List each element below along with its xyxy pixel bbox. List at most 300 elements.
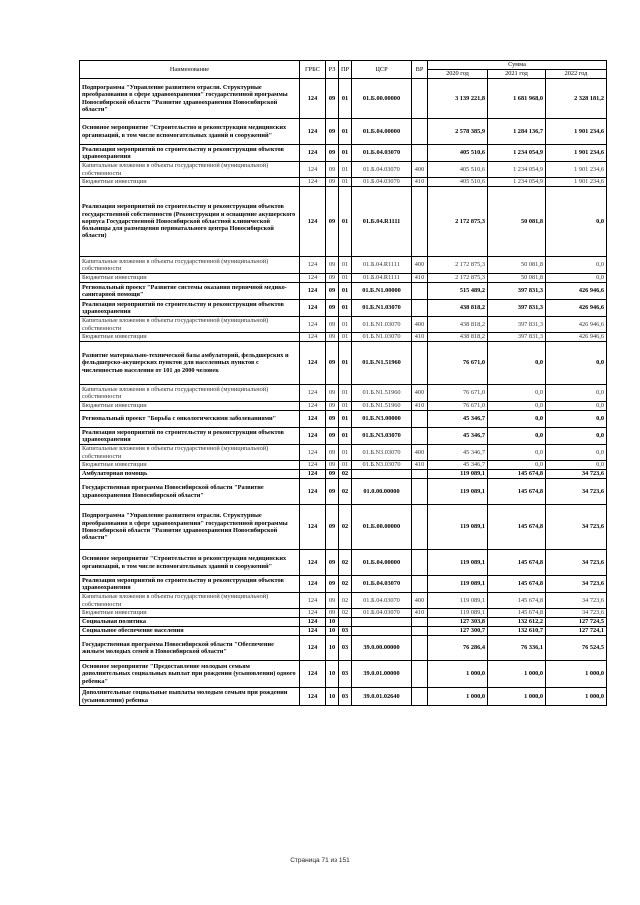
table-row (80, 119, 607, 145)
cell-rz: 09 (326, 470, 339, 479)
cell-rz: 09 (326, 411, 339, 428)
cell-vr: 400 (412, 257, 428, 274)
cell-rz: 09 (326, 79, 339, 119)
cell-name: Государственная программа Новосибирской области "Развитие здравоохранения Новосибирской области" (80, 479, 300, 505)
table-row (80, 333, 607, 342)
cell-rz: 09 (326, 609, 339, 618)
cell-2022: 34 723,6 (546, 479, 607, 505)
cell-grbs: 124 (300, 627, 326, 636)
cell-csr: 01.0.00.00000 (352, 479, 412, 505)
cell-grbs: 124 (300, 187, 326, 257)
cell-vr (412, 283, 428, 300)
cell-rz: 09 (326, 317, 339, 333)
cell-pr: 03 (339, 636, 352, 661)
cell-rz: 09 (326, 162, 339, 178)
cell-rz: 10 (326, 688, 339, 706)
cell-csr (352, 470, 412, 479)
cell-2021: 145 674,8 (488, 479, 546, 505)
cell-pr: 02 (339, 505, 352, 550)
cell-grbs: 124 (300, 461, 326, 470)
cell-2022: 426 946,6 (546, 317, 607, 333)
cell-rz: 09 (326, 187, 339, 257)
cell-pr: 01 (339, 333, 352, 342)
cell-vr: 410 (412, 274, 428, 283)
cell-grbs: 124 (300, 688, 326, 706)
cell-name: Социальное обеспечение населения (80, 627, 300, 636)
cell-grbs: 124 (300, 470, 326, 479)
cell-2021: 132 610,7 (488, 627, 546, 636)
cell-grbs: 124 (300, 257, 326, 274)
cell-pr: 01 (339, 79, 352, 119)
cell-2020: 76 286,4 (428, 636, 488, 661)
cell-grbs: 124 (300, 550, 326, 576)
cell-2021: 50 081,8 (488, 274, 546, 283)
header-sum: Сумма (428, 61, 607, 70)
cell-2021: 145 674,8 (488, 576, 546, 593)
cell-pr: 02 (339, 609, 352, 618)
cell-rz: 09 (326, 550, 339, 576)
cell-name: Подпрограмма "Управление развитием отрасли. Структурные преобразования в сфере здравоохранения" государственной программы Новосибирской области "Развитие здравоохранения Новосибирской области" (80, 79, 300, 119)
cell-vr (412, 119, 428, 145)
cell-rz: 10 (326, 636, 339, 661)
cell-2022: 0,0 (546, 402, 607, 411)
cell-grbs: 124 (300, 119, 326, 145)
cell-csr (352, 618, 412, 627)
table-row (80, 636, 607, 661)
cell-2021: 145 674,8 (488, 609, 546, 618)
cell-2021: 397 831,3 (488, 317, 546, 333)
cell-2021: 1 681 968,0 (488, 79, 546, 119)
table-row (80, 688, 607, 706)
cell-grbs: 124 (300, 300, 326, 317)
cell-grbs: 124 (300, 333, 326, 342)
cell-pr: 01 (339, 283, 352, 300)
cell-rz: 10 (326, 627, 339, 636)
cell-rz: 09 (326, 385, 339, 402)
table-row (80, 145, 607, 162)
cell-vr (412, 187, 428, 257)
cell-2021: 1 234 054,9 (488, 162, 546, 178)
cell-pr: 02 (339, 479, 352, 505)
cell-csr: 01.Б.N3.00000 (352, 411, 412, 428)
cell-rz: 10 (326, 618, 339, 627)
cell-2022: 426 946,6 (546, 283, 607, 300)
table-row (80, 385, 607, 402)
table-row (80, 300, 607, 317)
cell-rz: 09 (326, 402, 339, 411)
cell-2021: 397 831,3 (488, 283, 546, 300)
cell-rz: 09 (326, 274, 339, 283)
cell-2020: 119 089,1 (428, 505, 488, 550)
cell-vr (412, 576, 428, 593)
cell-2021: 76 336,1 (488, 636, 546, 661)
cell-name: Капитальные вложения в объекты государственной (муниципальной) собственности (80, 445, 300, 461)
cell-csr: 01.Б.04.R1111 (352, 257, 412, 274)
cell-csr: 01.Б.00.00000 (352, 505, 412, 550)
table-row (80, 445, 607, 461)
cell-grbs: 124 (300, 609, 326, 618)
table-row (80, 479, 607, 505)
cell-csr: 01.Б.00.00000 (352, 79, 412, 119)
cell-csr: 39.0.01.02640 (352, 688, 412, 706)
cell-rz: 09 (326, 119, 339, 145)
cell-pr: 01 (339, 402, 352, 411)
cell-2020: 76 671,0 (428, 385, 488, 402)
table-row (80, 178, 607, 187)
cell-2020: 119 089,1 (428, 479, 488, 505)
header-rz: РЗ (326, 61, 339, 79)
cell-csr: 01.Б.N3.03070 (352, 428, 412, 445)
cell-name: Реализация мероприятий по строительству и реконструкции объектов здравоохранения (80, 576, 300, 593)
cell-grbs: 124 (300, 445, 326, 461)
table-row (80, 257, 607, 274)
table-row (80, 317, 607, 333)
cell-2021: 397 831,3 (488, 333, 546, 342)
cell-csr: 01.Б.04.03070 (352, 145, 412, 162)
cell-name: Бюджетные инвестиции (80, 461, 300, 470)
cell-grbs: 124 (300, 162, 326, 178)
cell-csr: 01.Б.N3.03070 (352, 461, 412, 470)
cell-2022: 0,0 (546, 445, 607, 461)
cell-csr: 01.Б.04.03070 (352, 178, 412, 187)
cell-csr: 01.Б.N1.03070 (352, 317, 412, 333)
table-row (80, 411, 607, 428)
cell-2020: 405 510,6 (428, 145, 488, 162)
cell-name: Бюджетные инвестиции (80, 402, 300, 411)
cell-2021: 145 674,8 (488, 470, 546, 479)
cell-vr (412, 411, 428, 428)
cell-rz: 09 (326, 445, 339, 461)
cell-csr: 01.Б.N1.03070 (352, 300, 412, 317)
cell-csr: 01.Б.N1.51960 (352, 385, 412, 402)
cell-2022: 1 901 234,6 (546, 178, 607, 187)
cell-2021: 0,0 (488, 445, 546, 461)
cell-csr: 01.Б.N1.03070 (352, 333, 412, 342)
cell-csr (352, 627, 412, 636)
cell-2021: 145 674,8 (488, 550, 546, 576)
cell-name: Бюджетные инвестиции (80, 609, 300, 618)
table-body (80, 79, 607, 706)
header-vr: ВР (412, 61, 428, 79)
cell-grbs: 124 (300, 402, 326, 411)
cell-grbs: 124 (300, 593, 326, 609)
cell-pr (339, 618, 352, 627)
cell-grbs: 124 (300, 342, 326, 385)
cell-2021: 50 081,8 (488, 187, 546, 257)
cell-rz: 09 (326, 342, 339, 385)
table-row (80, 627, 607, 636)
cell-name: Социальная политика (80, 618, 300, 627)
cell-2021: 1 284 136,7 (488, 119, 546, 145)
cell-pr: 01 (339, 257, 352, 274)
cell-pr: 01 (339, 385, 352, 402)
cell-grbs: 124 (300, 385, 326, 402)
cell-pr: 03 (339, 661, 352, 688)
cell-2021: 145 674,8 (488, 593, 546, 609)
budget-table (79, 60, 607, 706)
cell-csr: 01.Б.N1.00000 (352, 283, 412, 300)
cell-2021: 0,0 (488, 411, 546, 428)
cell-2022: 0,0 (546, 428, 607, 445)
cell-vr (412, 145, 428, 162)
cell-grbs: 124 (300, 79, 326, 119)
cell-grbs: 124 (300, 411, 326, 428)
cell-name: Основное мероприятие "Строительство и реконструкция медицинских организаций, в том числе вспомогательных зданий и сооружений" (80, 550, 300, 576)
cell-grbs: 124 (300, 576, 326, 593)
cell-vr (412, 661, 428, 688)
cell-vr: 410 (412, 402, 428, 411)
cell-pr: 01 (339, 317, 352, 333)
cell-2021: 397 831,3 (488, 300, 546, 317)
cell-2021: 1 234 054,9 (488, 178, 546, 187)
cell-rz: 09 (326, 428, 339, 445)
cell-2020: 405 510,6 (428, 178, 488, 187)
cell-2021: 145 674,8 (488, 505, 546, 550)
cell-rz: 09 (326, 461, 339, 470)
cell-pr: 02 (339, 470, 352, 479)
cell-2020: 45 346,7 (428, 445, 488, 461)
cell-rz: 09 (326, 576, 339, 593)
cell-grbs: 124 (300, 479, 326, 505)
cell-name: Бюджетные инвестиции (80, 178, 300, 187)
cell-pr: 01 (339, 145, 352, 162)
cell-2021: 0,0 (488, 385, 546, 402)
cell-pr: 01 (339, 342, 352, 385)
cell-2021: 1 000,0 (488, 661, 546, 688)
budget-table-sheet (79, 60, 606, 706)
cell-name: Основное мероприятие "Предоставление молодым семьям дополнительных социальных выплат при рождении (усыновлении) одного ребенка" (80, 661, 300, 688)
table-row (80, 79, 607, 119)
cell-grbs: 124 (300, 274, 326, 283)
cell-name: Капитальные вложения в объекты государственной (муниципальной) собственности (80, 317, 300, 333)
cell-2020: 119 089,1 (428, 593, 488, 609)
cell-pr: 01 (339, 461, 352, 470)
cell-name: Реализация мероприятий по строительству и реконструкции объектов здравоохранения (80, 300, 300, 317)
cell-2020: 45 346,7 (428, 428, 488, 445)
cell-2021: 1 000,0 (488, 688, 546, 706)
cell-rz: 09 (326, 283, 339, 300)
cell-2020: 2 172 875,3 (428, 187, 488, 257)
cell-2022: 2 328 181,2 (546, 79, 607, 119)
cell-name: Основное мероприятие "Строительство и реконструкция медицинских организаций, в том числе вспомогательных зданий и сооружений" (80, 119, 300, 145)
header-year-2020: 2020 год (428, 70, 488, 79)
cell-pr: 01 (339, 428, 352, 445)
cell-csr: 01.Б.N1.51960 (352, 402, 412, 411)
cell-2021: 0,0 (488, 461, 546, 470)
table-row (80, 187, 607, 257)
cell-name: Региональный проект "Борьба с онкологическими заболеваниями" (80, 411, 300, 428)
table-row (80, 576, 607, 593)
cell-vr: 410 (412, 461, 428, 470)
cell-2022: 34 723,6 (546, 470, 607, 479)
cell-csr: 01.Б.04.03070 (352, 593, 412, 609)
cell-2022: 426 946,6 (546, 333, 607, 342)
header-name: Наименование (80, 61, 300, 79)
table-row (80, 342, 607, 385)
cell-2022: 0,0 (546, 461, 607, 470)
cell-name: Бюджетные инвестиции (80, 333, 300, 342)
cell-2020: 405 510,6 (428, 162, 488, 178)
cell-2021: 132 612,2 (488, 618, 546, 627)
cell-pr: 01 (339, 178, 352, 187)
cell-2020: 1 000,0 (428, 688, 488, 706)
cell-vr (412, 342, 428, 385)
cell-2020: 45 346,7 (428, 461, 488, 470)
cell-2022: 127 724,5 (546, 618, 607, 627)
cell-grbs: 124 (300, 428, 326, 445)
cell-2020: 1 000,0 (428, 661, 488, 688)
cell-pr: 01 (339, 162, 352, 178)
cell-name: Реализация мероприятий по строительству и реконструкции объектов здравоохранения (80, 428, 300, 445)
table-row (80, 505, 607, 550)
cell-2020: 3 139 221,8 (428, 79, 488, 119)
cell-grbs: 124 (300, 636, 326, 661)
cell-2020: 127 303,8 (428, 618, 488, 627)
cell-pr: 01 (339, 300, 352, 317)
cell-2021: 0,0 (488, 342, 546, 385)
cell-vr: 410 (412, 333, 428, 342)
cell-2020: 515 489,2 (428, 283, 488, 300)
cell-vr (412, 688, 428, 706)
cell-rz: 09 (326, 505, 339, 550)
cell-vr (412, 300, 428, 317)
cell-vr (412, 627, 428, 636)
cell-rz: 09 (326, 333, 339, 342)
cell-name: Дополнительные социальные выплаты молодым семьям при рождении (усыновлении) ребенка (80, 688, 300, 706)
header-pr: ПР (339, 61, 352, 79)
cell-rz: 09 (326, 300, 339, 317)
cell-2022: 1 000,0 (546, 688, 607, 706)
cell-2021: 1 234 054,9 (488, 145, 546, 162)
cell-2020: 2 172 875,3 (428, 274, 488, 283)
cell-pr: 03 (339, 688, 352, 706)
table-row (80, 428, 607, 445)
cell-2020: 127 300,7 (428, 627, 488, 636)
cell-2020: 2 172 875,3 (428, 257, 488, 274)
cell-2022: 0,0 (546, 257, 607, 274)
cell-2020: 119 089,1 (428, 609, 488, 618)
cell-name: Бюджетные инвестиции (80, 274, 300, 283)
cell-vr: 410 (412, 609, 428, 618)
cell-csr: 39.0.00.00000 (352, 636, 412, 661)
cell-csr: 01.Б.04.00000 (352, 119, 412, 145)
cell-rz: 09 (326, 479, 339, 505)
cell-name: Региональный проект "Развитие системы оказания первичной медико-санитарной помощи" (80, 283, 300, 300)
cell-name: Капитальные вложения в объекты государственной (муниципальной) собственности (80, 162, 300, 178)
cell-vr (412, 479, 428, 505)
cell-2020: 76 671,0 (428, 402, 488, 411)
cell-2020: 438 818,2 (428, 300, 488, 317)
cell-2022: 1 000,0 (546, 661, 607, 688)
table-row (80, 162, 607, 178)
cell-2020: 45 346,7 (428, 411, 488, 428)
cell-rz: 09 (326, 593, 339, 609)
cell-name: Реализация мероприятий по строительству и реконструкции объектов государственной собственности (Реконструкция и оснащение акушерского корпуса Государственной Новосибирской областной клинической больницы для размещения перинатального центра Новосибирской области) (80, 187, 300, 257)
cell-pr: 02 (339, 593, 352, 609)
header-csr: ЦСР (352, 61, 412, 79)
cell-2022: 34 723,6 (546, 576, 607, 593)
cell-2020: 2 578 385,9 (428, 119, 488, 145)
header-year-2022: 2022 год (546, 70, 607, 79)
cell-2022: 34 723,6 (546, 505, 607, 550)
table-row (80, 593, 607, 609)
cell-2021: 50 081,8 (488, 257, 546, 274)
table-row (80, 550, 607, 576)
cell-2022: 1 901 234,6 (546, 145, 607, 162)
cell-grbs: 124 (300, 661, 326, 688)
cell-2020: 438 818,2 (428, 317, 488, 333)
cell-2020: 119 089,1 (428, 550, 488, 576)
cell-vr (412, 428, 428, 445)
cell-pr: 01 (339, 119, 352, 145)
cell-vr: 400 (412, 445, 428, 461)
cell-vr (412, 636, 428, 661)
cell-vr: 400 (412, 162, 428, 178)
cell-2022: 34 723,6 (546, 609, 607, 618)
cell-vr: 400 (412, 593, 428, 609)
cell-rz: 09 (326, 178, 339, 187)
cell-csr: 01.Б.N1.51960 (352, 342, 412, 385)
cell-csr: 01.Б.N3.03070 (352, 445, 412, 461)
cell-csr: 01.Б.04.03070 (352, 576, 412, 593)
cell-pr: 01 (339, 187, 352, 257)
cell-2022: 0,0 (546, 385, 607, 402)
cell-csr: 01.Б.04.03070 (352, 609, 412, 618)
cell-csr: 01.Б.04.03070 (352, 162, 412, 178)
cell-grbs: 124 (300, 145, 326, 162)
cell-name: Развитие материально-технической базы амбулаторий, фельдшерских и фельдшерско-акушерских пунктов для населенных пунктов с численностью населения от 101 до 2000 человек (80, 342, 300, 385)
cell-2022: 76 524,5 (546, 636, 607, 661)
cell-name: Капитальные вложения в объекты государственной (муниципальной) собственности (80, 593, 300, 609)
cell-2022: 0,0 (546, 274, 607, 283)
header-year-2021: 2021 год (488, 70, 546, 79)
cell-2020: 76 671,0 (428, 342, 488, 385)
table-row (80, 661, 607, 688)
cell-2022: 426 946,6 (546, 300, 607, 317)
cell-rz: 09 (326, 145, 339, 162)
cell-2021: 0,0 (488, 402, 546, 411)
page-number: Страница 71 из 151 (290, 857, 350, 864)
cell-vr (412, 618, 428, 627)
cell-2022: 34 723,6 (546, 550, 607, 576)
header-grbs: ГРБС (300, 61, 326, 79)
cell-vr (412, 79, 428, 119)
cell-vr: 400 (412, 385, 428, 402)
table-row (80, 609, 607, 618)
cell-csr: 01.Б.04.R1111 (352, 187, 412, 257)
cell-grbs: 124 (300, 178, 326, 187)
cell-pr: 01 (339, 411, 352, 428)
cell-name: Капитальные вложения в объекты государственной (муниципальной) собственности (80, 257, 300, 274)
cell-2022: 1 901 234,6 (546, 162, 607, 178)
cell-name: Амбулаторная помощь (80, 470, 300, 479)
cell-pr: 02 (339, 576, 352, 593)
cell-grbs: 124 (300, 317, 326, 333)
cell-name: Капитальные вложения в объекты государственной (муниципальной) собственности (80, 385, 300, 402)
cell-pr: 01 (339, 445, 352, 461)
cell-vr (412, 550, 428, 576)
cell-grbs: 124 (300, 505, 326, 550)
cell-2020: 119 089,1 (428, 470, 488, 479)
cell-2020: 438 818,2 (428, 333, 488, 342)
table-row (80, 274, 607, 283)
cell-name: Подпрограмма "Управление развитием отрасли. Структурные преобразования в сфере здравоохранения" государственной программы Новосибирской области "Развитие здравоохранения Новосибирской области" (80, 505, 300, 550)
cell-2022: 0,0 (546, 342, 607, 385)
cell-vr (412, 505, 428, 550)
table-row (80, 618, 607, 627)
table-row (80, 283, 607, 300)
cell-csr: 01.Б.04.R1111 (352, 274, 412, 283)
